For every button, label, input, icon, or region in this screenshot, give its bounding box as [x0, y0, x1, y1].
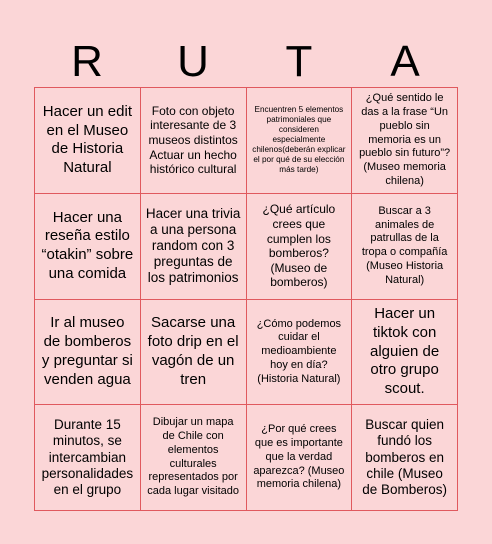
- bingo-cell[interactable]: Dibujar un mapa de Chile con elementos culturales representados por cada lugar visitado: [141, 405, 247, 511]
- bingo-cell[interactable]: ¿Qué sentido le das a la frase “Un pueblo sin memoria es un pueblo sin futuro”? (Museo memoria chilena): [352, 88, 458, 194]
- bingo-cell[interactable]: Hacer un edit en el Museo de Historia Natural: [35, 88, 141, 194]
- bingo-header: [34, 38, 458, 86]
- bingo-cell[interactable]: Hacer un tiktok con alguien de otro grupo scout.: [352, 300, 458, 406]
- bingo-cell[interactable]: Foto con objeto interesante de 3 museos distintos Actuar un hecho histórico cultural: [141, 88, 247, 194]
- bingo-cell[interactable]: ¿Por qué crees que es importante que la verdad aparezca? (Museo memoria chilena): [247, 405, 353, 511]
- bingo-cell[interactable]: ¿Qué artículo crees que cumplen los bomberos? (Museo de bomberos): [247, 194, 353, 300]
- bingo-cell[interactable]: Ir al museo de bomberos y preguntar si venden agua: [35, 300, 141, 406]
- bingo-grid: [34, 87, 458, 511]
- header-letter-a: A: [390, 37, 420, 86]
- header-letter-t: T: [285, 37, 313, 86]
- bingo-cell[interactable]: Hacer una trivia a una persona random con 3 preguntas de los patrimonios: [141, 194, 247, 300]
- bingo-cell[interactable]: Buscar quien fundó los bomberos en chile (Museo de Bomberos): [352, 405, 458, 511]
- bingo-cell[interactable]: Encuentren 5 elementos patrimoniales que consideren especialmente chilenos(deberán explicar el por qué de su elección más tarde): [247, 88, 353, 194]
- bingo-cell[interactable]: Hacer una reseña estilo “otakin” sobre una comida: [35, 194, 141, 300]
- header-letter-u: U: [177, 37, 209, 86]
- bingo-cell[interactable]: Sacarse una foto drip en el vagón de un tren: [141, 300, 247, 406]
- bingo-cell[interactable]: ¿Cómo podemos cuidar el medioambiente hoy en día? (Historia Natural): [247, 300, 353, 406]
- header-letter-r: R: [71, 37, 103, 86]
- bingo-cell[interactable]: Buscar a 3 animales de patrullas de la tropa o compañía (Museo Historia Natural): [352, 194, 458, 300]
- bingo-cell[interactable]: Durante 15 minutos, se intercambian personalidades en el grupo: [35, 405, 141, 511]
